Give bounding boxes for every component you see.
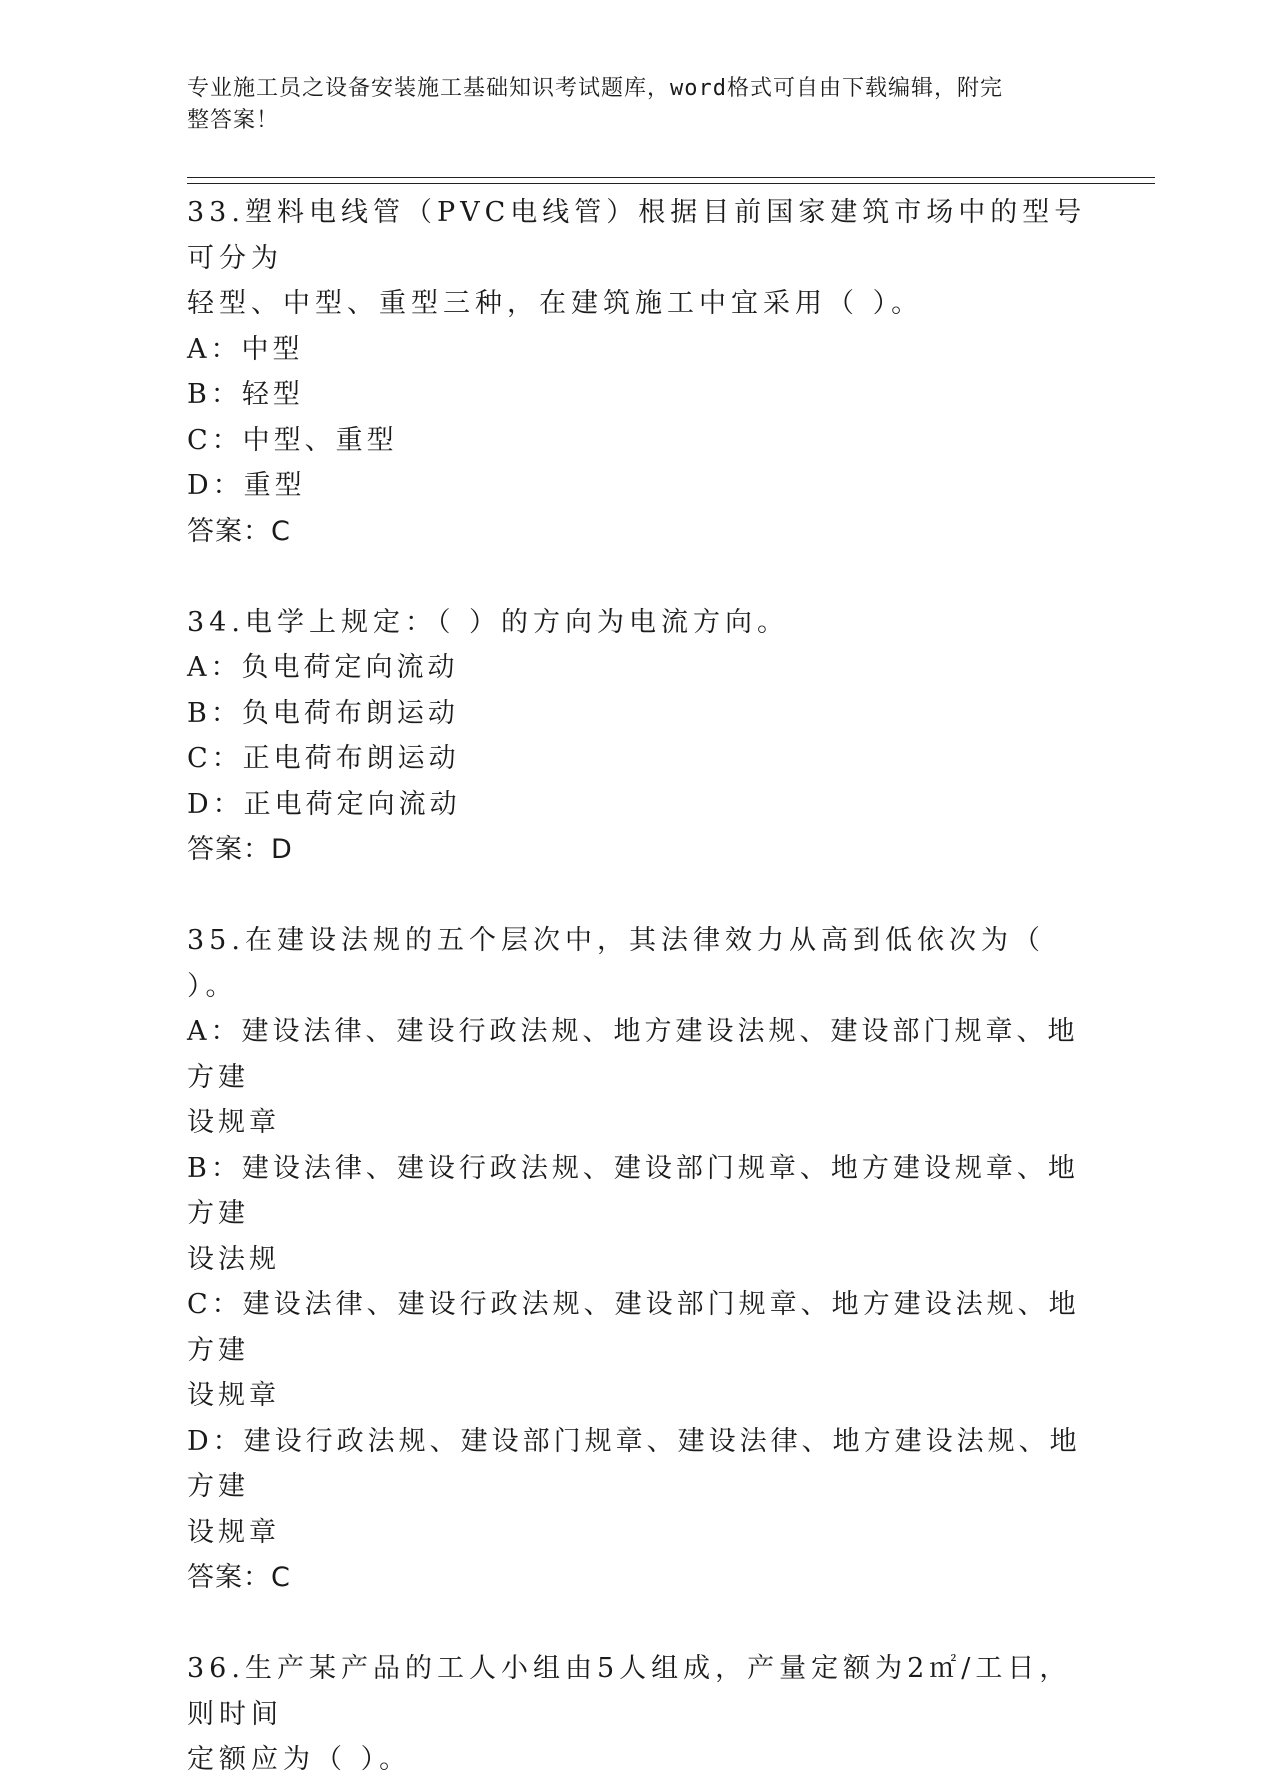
answer-text: 答案：C xyxy=(187,1562,291,1593)
question-35 xyxy=(187,918,1087,1601)
question-stem-line: 轻型、中型、重型三种，在建筑施工中宜采用（ ）。 xyxy=(187,288,924,319)
option-c: C：正电荷布朗运动 xyxy=(187,743,460,774)
question-stem-line: 35.在建设法规的五个层次中，其法律效力从高到低依次为（ ）。 xyxy=(187,925,1059,1002)
header-divider-bottom xyxy=(187,183,1155,184)
option-b-continued: 设法规 xyxy=(187,1243,280,1275)
option-b: B：负电荷布朗运动 xyxy=(187,697,459,729)
answer-text: 答案：D xyxy=(187,834,293,865)
question-stem-line: 33.塑料电线管（PVC电线管）根据目前国家建筑市场中的型号可分为 xyxy=(187,197,1087,274)
question-33 xyxy=(187,190,1087,554)
question-spacer xyxy=(187,873,1087,919)
option-a: A：中型 xyxy=(187,333,304,365)
option-b: B：建设法律、建设行政法规、建设部门规章、地方建设规章、地方建 xyxy=(187,1152,1079,1229)
option-d: D：重型 xyxy=(187,470,306,501)
option-a-continued: 设规章 xyxy=(187,1107,280,1138)
question-stem-line: 34.电学上规定：（ ）的方向为电流方向。 xyxy=(187,606,790,638)
option-b: B：轻型 xyxy=(187,379,304,410)
answer-text: 答案：C xyxy=(187,515,291,547)
question-spacer xyxy=(187,1601,1087,1647)
question-list xyxy=(187,190,1087,1783)
option-c: C：中型、重型 xyxy=(187,424,398,456)
question-spacer xyxy=(187,554,1087,600)
option-a: A：负电荷定向流动 xyxy=(187,652,459,683)
option-d: D：正电荷定向流动 xyxy=(187,788,461,820)
header-title-line-1: 专业施工员之设备安装施工基础知识考试题库，word格式可自由下载编辑，附完 xyxy=(187,76,1003,101)
header-divider-top xyxy=(187,177,1155,178)
question-stem-line: 定额应为（ ）。 xyxy=(187,1744,412,1775)
option-d: D：建设行政法规、建设部门规章、建设法律、地方建设法规、地方建 xyxy=(187,1425,1081,1502)
option-c: C：建设法律、建设行政法规、建设部门规章、地方建设法规、地方建 xyxy=(187,1289,1080,1366)
option-c-continued: 设规章 xyxy=(187,1380,280,1411)
option-d-continued: 设规章 xyxy=(187,1516,280,1548)
question-stem-line: 36.生产某产品的工人小组由5人组成，产量定额为2㎡/工日，则时间 xyxy=(187,1653,1072,1730)
question-34 xyxy=(187,600,1087,873)
option-a: A：建设法律、建设行政法规、地方建设法规、建设部门规章、地方建 xyxy=(187,1016,1079,1093)
question-36 xyxy=(187,1646,1087,1783)
header-title-line-2: 整答案！ xyxy=(187,108,280,133)
document-header xyxy=(187,73,1067,137)
